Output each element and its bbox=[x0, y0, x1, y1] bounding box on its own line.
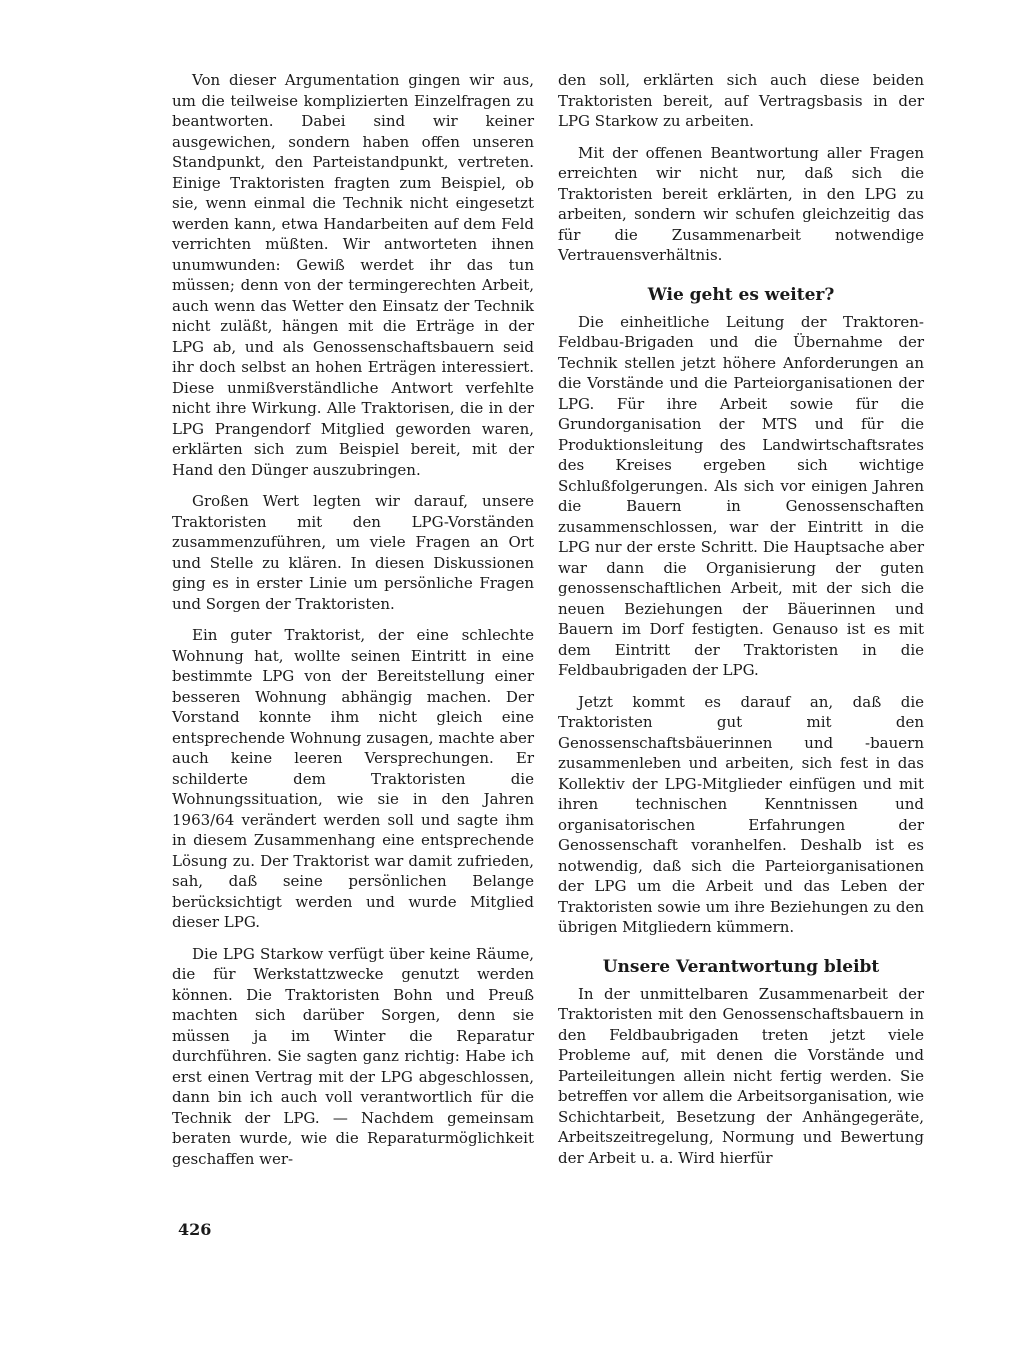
section-heading: Unsere Verantwortung bleibt bbox=[602, 956, 880, 977]
page-number: 426 bbox=[178, 1220, 212, 1239]
paragraph-continued: den soll, erklärten sich auch diese beiden Traktoristen bereit, auf Vertragsbasis in der LPG Starkow zu arbeiten. bbox=[558, 71, 924, 130]
paragraph: Mit der offenen Beantwortung aller Fragen erreichten wir nicht nur, daß sich die Traktoristen bereit erklärten, in den LPG zu arbeiten, sondern wir schufen gleichzeitig das für die Zusammenarbeit notwendige Vertrauensverhältnis. bbox=[558, 143, 924, 264]
paragraph: In der unmittelbaren Zusammenarbeit der Traktoristen mit den Genossenschaftsbauern in den Feldbaubrigaden treten jetzt viele Probleme auf, mit denen die Vorstände und Parteileitungen allein nicht fertig werden. Sie betreffen vor allem die Arbeitsorganisation, wie Schichtarbeit, Besetzung der Anhängegeräte, Arbeitszeitregelung, Normung und Bewertung der Arbeit u. a. Wird hierfür bbox=[558, 984, 924, 1167]
paragraph: Großen Wert legten wir darauf, unsere Traktoristen mit den LPG-Vorständen zusammenzuführen, um viele Fragen an Ort und Stelle zu klären. In diesen Diskussionen ging es in erster Linie um persönliche Fragen und Sorgen der Traktoristen. bbox=[172, 492, 534, 613]
paragraph: Die einheitliche Leitung der Traktoren-Feldbau-Brigaden und die Übernahme der Technik stellen jetzt höhere Anforderungen an die Vorstände und die Parteiorganisationen der LPG. Für ihre Arbeit sowie für die Grundorganisation der MTS und für die Produktionsleitung des Landwirtschaftsrates des Kreises ergeben sich wichtige Schlußfolgerungen. Als sich vor einigen Jahren die Bauern in Genossenschaften zusammenschlossen, war der Eintritt in die LPG nur der erste Schritt. Die Hauptsache aber war dann die Organisierung der guten genossenschaftlichen Arbeit, mit der sich die neuen Beziehungen der Bäuerinnen und Bauern im Dorf festigten. Genauso ist es mit dem Eintritt der Traktoristen in die Feldbaubrigaden der LPG. bbox=[558, 312, 924, 679]
right-column bbox=[558, 70, 924, 1179]
paragraph: Ein guter Traktorist, der eine schlechte Wohnung hat, wollte seinen Eintritt in eine bestimmte LPG von der Bereitstellung einer besseren Wohnung abhängig machen. Der Vorstand konnte ihm nicht gleich eine entsprechende Wohnung zusagen, machte aber auch keine leeren Versprechungen. Er schilderte dem Traktoristen die Wohnungssituation, wie sie in den Jahren 1963/64 verändert werden soll und sagte ihm in diesem Zusammenhang eine entsprechende Lösung zu. Der Traktorist war damit zufrieden, sah, daß seine persönlichen Belange berücksichtigt werden und wurde Mitglied dieser LPG. bbox=[172, 626, 534, 931]
paragraph: Von dieser Argumentation gingen wir aus, um die teilweise komplizierten Einzelfragen zu beantworten. Dabei sind wir keiner ausgewichen, sondern haben offen unseren Standpunkt, den Parteistandpunkt, vertreten. Einige Traktoristen fragten zum Beispiel, ob sie, wenn einmal die Technik nicht eingesetzt werden kann, etwa Handarbeiten auf dem Feld verrichten müßten. Wir antworteten ihnen unumwunden: Gewiß werdet ihr das tun müssen; denn von der termingerechten Arbeit, auch wenn das Wetter den Einsatz der Technik nicht zuläßt, hängen mit die Erträge in der LPG ab, und als Genossenschaftsbauern seid ihr doch selbst an hohen Erträgen interessiert. Diese unmißverständliche Antwort verfehlte nicht ihre Wirkung. Alle Traktorisen, die in der LPG Prangendorf Mitglied geworden waren, erklärten sich zum Beispiel bereit, mit der Hand den Dünger auszubringen. bbox=[172, 71, 534, 479]
paragraph: Jetzt kommt es darauf an, daß die Traktoristen gut mit den Genossenschaftsbäuerinnen und -bauern zusammenleben und arbeiten, sich fest in das Kollektiv der LPG-Mitglieder einfügen und mit ihren technischen Kenntnissen und organisatorischen Erfahrungen der Genossenschaft voranhelfen. Deshalb ist es notwendig, daß sich die Parteiorganisationen der LPG um die Arbeit und das Leben der Traktoristen sowie um ihre Beziehungen zu den übrigen Mitgliedern kümmern. bbox=[558, 692, 924, 936]
section-heading: Wie geht es weiter? bbox=[647, 284, 835, 305]
left-column bbox=[172, 70, 534, 1180]
paragraph: Die LPG Starkow verfügt über keine Räume, die für Werkstattzwecke genutzt werden können. Die Traktoristen Bohn und Preuß machten sich darüber Sorgen, denn sie müssen ja im Winter die Reparatur durchführen. Sie sagten ganz richtig: Habe ich erst einen Vertrag mit der LPG abgeschlossen, dann bin ich auch voll verantwortlich für die Technik der LPG. — Nachdem gemeinsam beraten wurde, wie die Reparaturmöglichkeit geschaffen wer- bbox=[172, 944, 534, 1168]
